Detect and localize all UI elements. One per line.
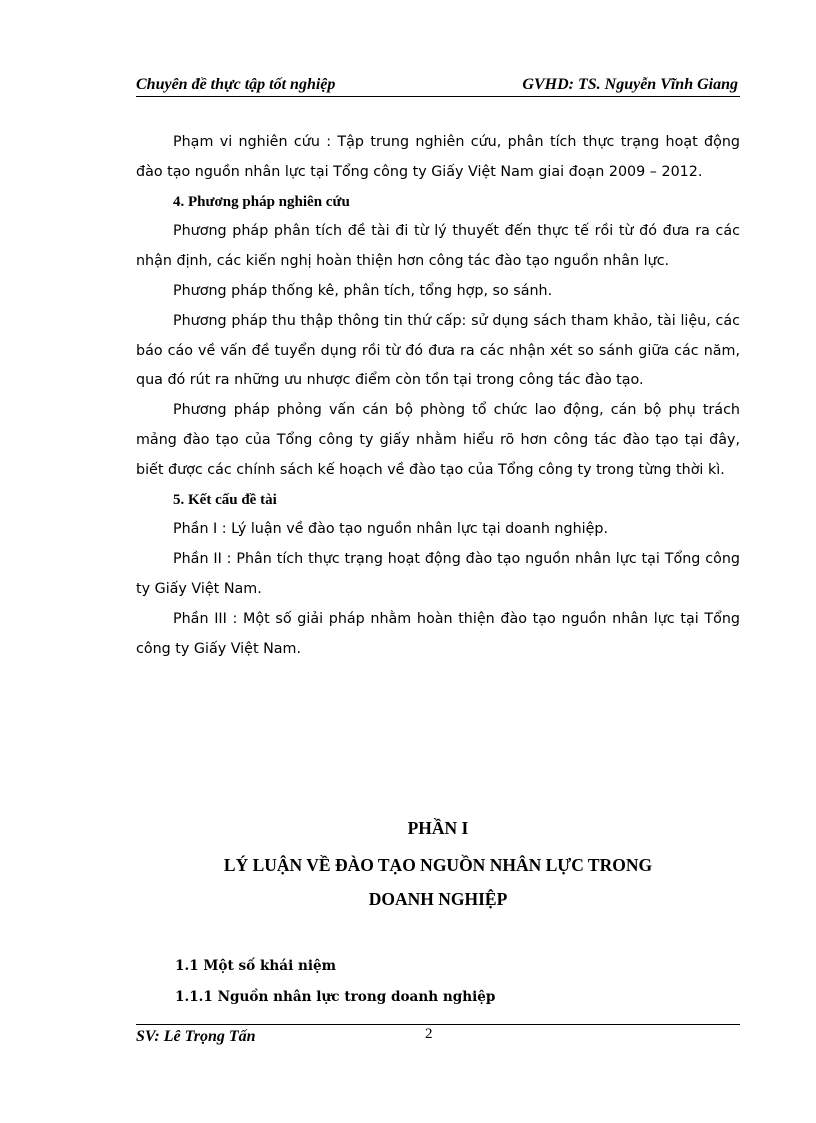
- part-title-line-2: DOANH NGHIỆP: [368, 889, 508, 909]
- heading-research-methods: 4. Phương pháp nghiên cứu: [173, 193, 350, 210]
- paragraph-method-interview: Phương pháp phỏng vấn cán bộ phòng tổ chức lao động, cán bộ phụ trách mảng đào tạo của Tổng công ty giấy nhằm hiểu rõ hơn công tác đào tạo tại đây, biết được các chính sách kế hoạch về đào tạo của Tổng công ty trong từng thời kì.: [136, 402, 740, 478]
- paragraph-part-1: Phần I : Lý luận về đào tạo nguồn nhân lực tại doanh nghiệp.: [173, 521, 609, 538]
- paragraph-research-scope: Phạm vi nghiên cứu : Tập trung nghiên cứu, phân tích thực trạng hoạt động đào tạo nguồn nhân lực tại Tổng công ty Giấy Việt Nam giai đoạn 2009 – 2012.: [136, 134, 740, 180]
- footer-rule: [136, 1024, 740, 1025]
- paragraph-method-secondary-data: Phương pháp thu thập thông tin thứ cấp: sử dụng sách tham khảo, tài liệu, các báo cáo về vấn đề tuyển dụng rồi từ đó đưa ra các nhận xét so sánh giữa các năm, qua đó rút ra những ưu nhược điểm còn tồn tại trong công tác đào tạo.: [136, 312, 740, 389]
- part-title-line-1: LÝ LUẬN VỀ ĐÀO TẠO NGUỒN NHÂN LỰC TRONG: [223, 855, 653, 875]
- header-report-title: Chuyên đề thực tập tốt nghiệp: [136, 76, 336, 93]
- body-text: [136, 128, 740, 664]
- footer-student: SV: Lê Trọng Tấn: [136, 1028, 256, 1045]
- paragraph-part-3: Phần III : Một số giải pháp nhằm hoàn thiện đào tạo nguồn nhân lực tại Tổng công ty Giấy Việt Nam.: [136, 610, 740, 657]
- header-rule: [136, 96, 740, 97]
- section-heading-1-1-1: 1.1.1 Nguồn nhân lực trong doanh nghiệp: [175, 989, 496, 1005]
- paragraph-part-2: Phần II : Phân tích thực trạng hoạt động đào tạo nguồn nhân lực tại Tổng công ty Giấy Việt Nam.: [136, 551, 740, 597]
- header-supervisor: GVHD: TS. Nguyễn Vĩnh Giang: [522, 76, 738, 93]
- part-label: PHẦN I: [407, 818, 469, 838]
- page-header: [136, 74, 740, 96]
- heading-thesis-structure: 5. Kết cấu đề tài: [173, 491, 277, 508]
- paragraph-method-statistics: Phương pháp thống kê, phân tích, tổng hợp, so sánh.: [173, 282, 553, 299]
- paragraph-method-analysis: Phương pháp phân tích đề tài đi từ lý thuyết đến thực tế rồi từ đó đưa ra các nhận định, các kiến nghị hoàn thiện hơn công tác đào tạo nguồn nhân lực.: [136, 223, 740, 270]
- page-number: 2: [425, 1026, 433, 1042]
- section-heading-1-1: 1.1 Một số khái niệm: [175, 958, 337, 974]
